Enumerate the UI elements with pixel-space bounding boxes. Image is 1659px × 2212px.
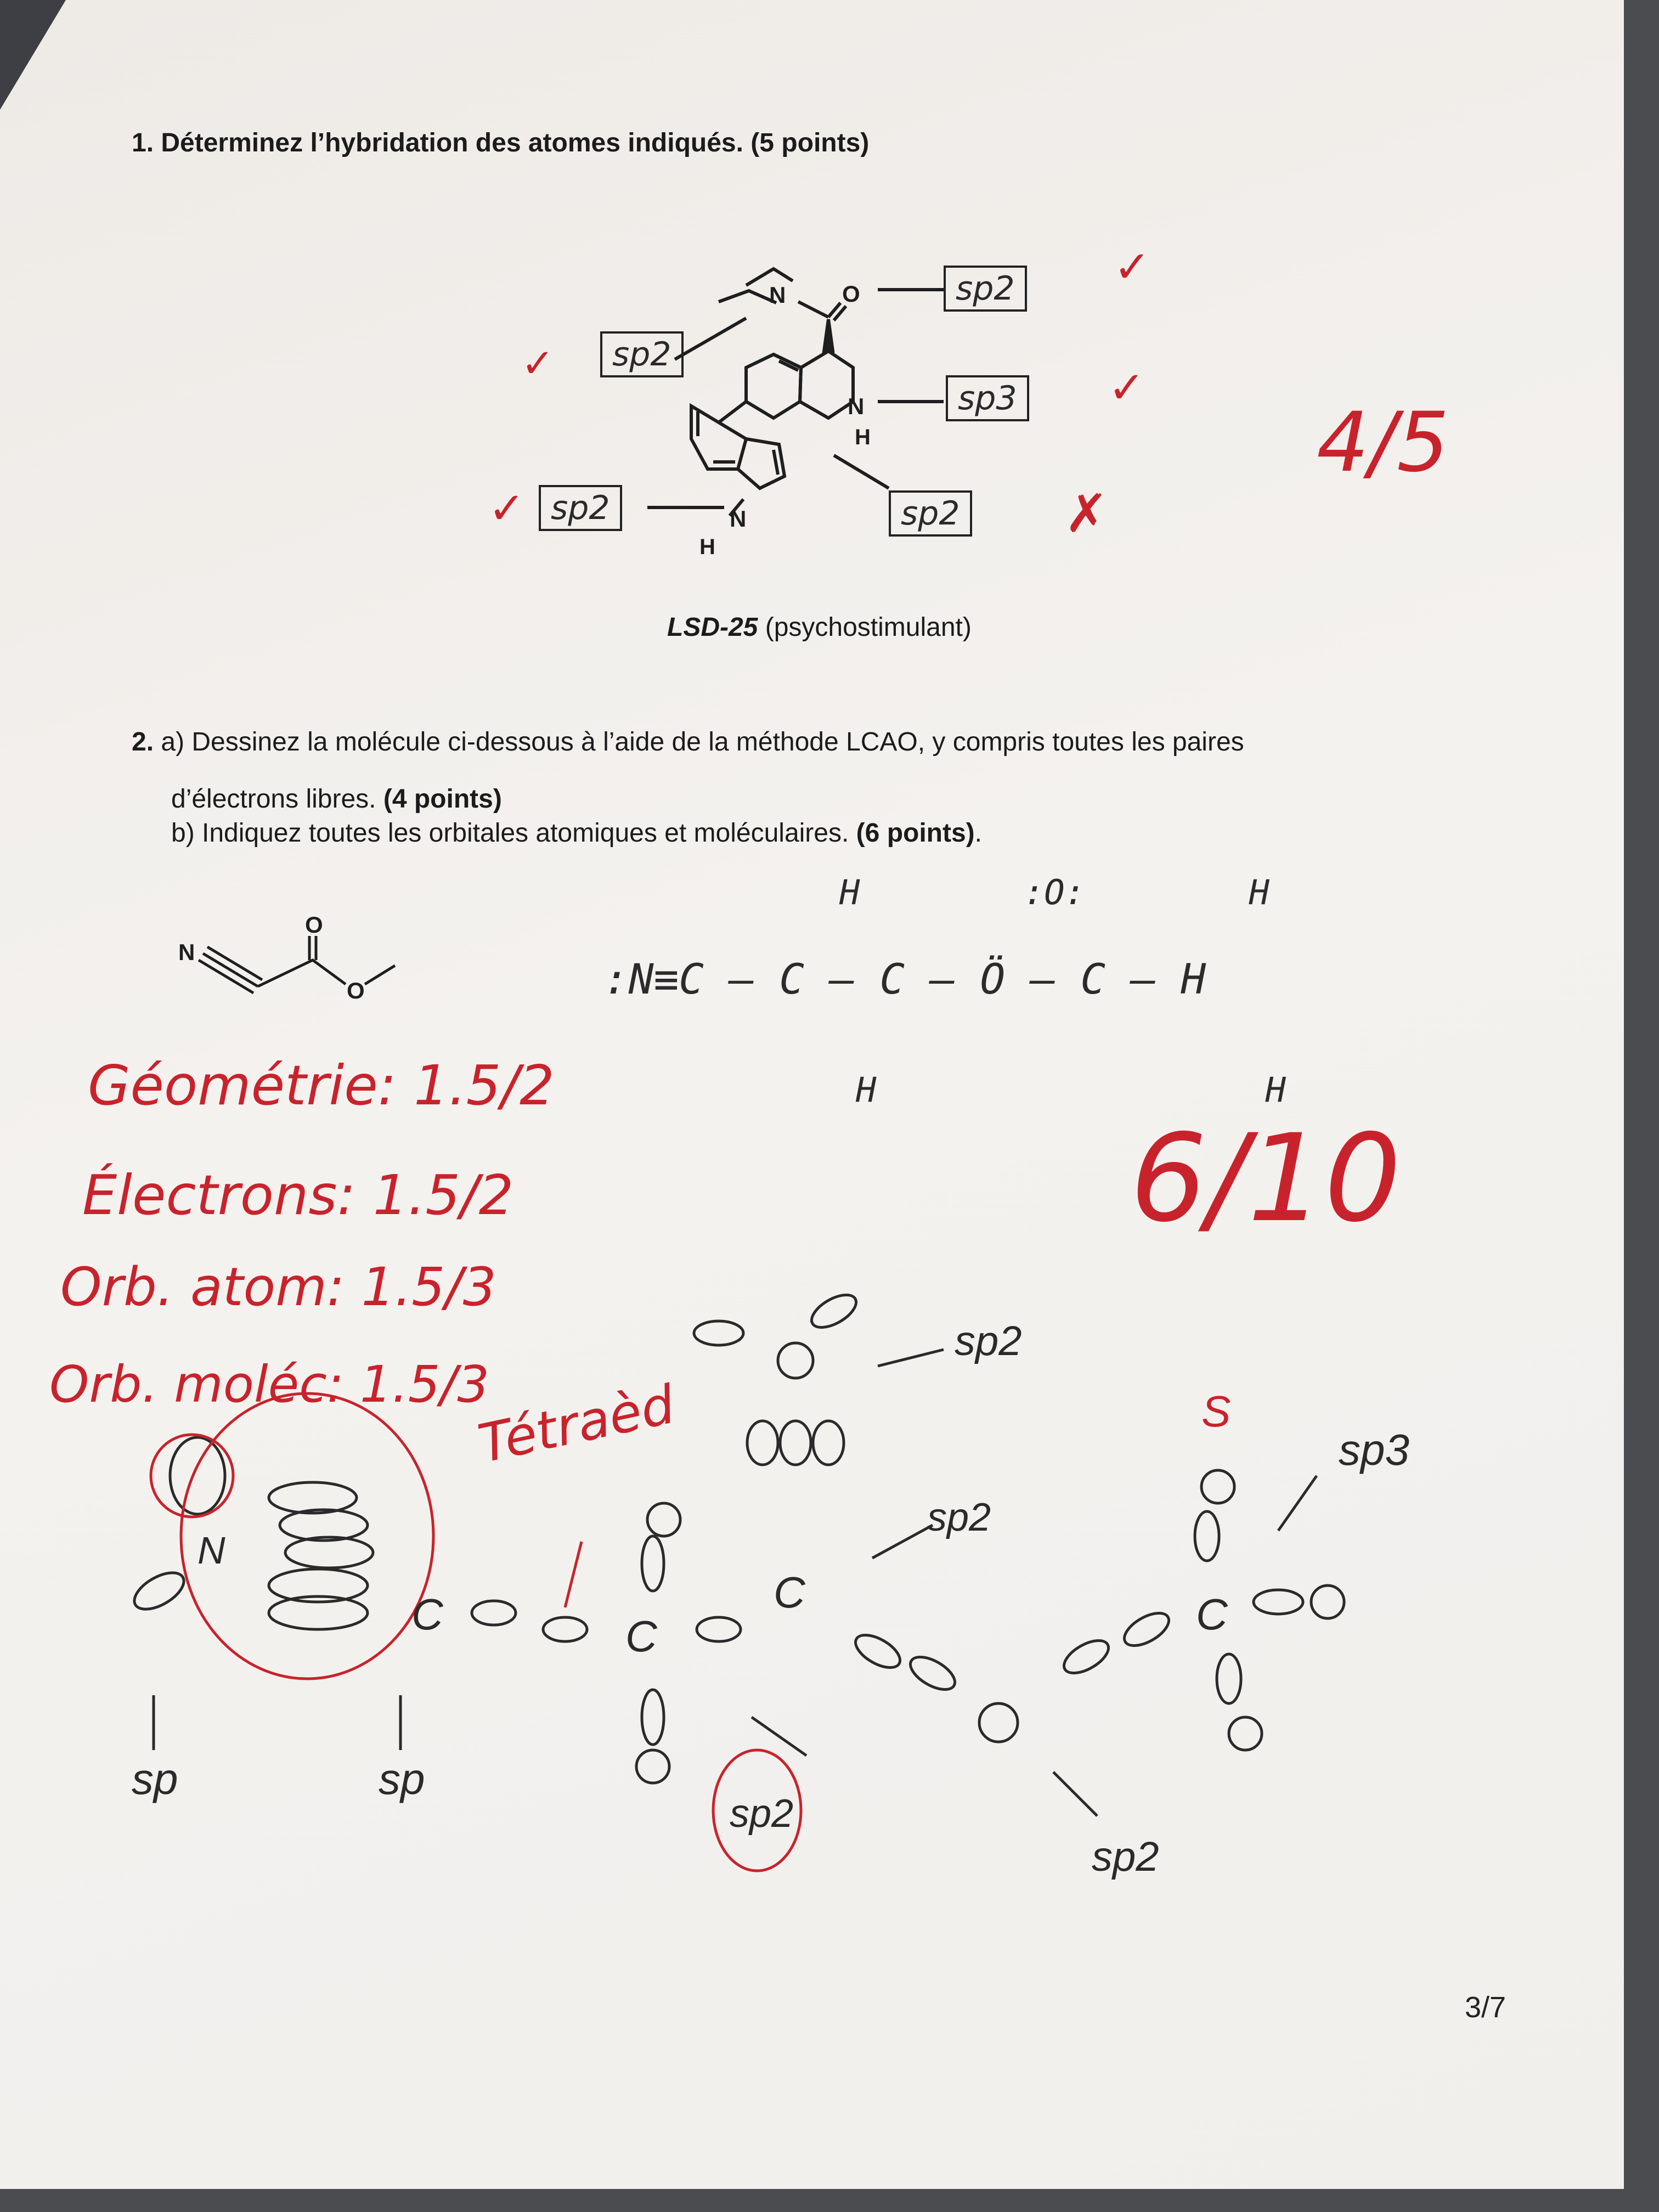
atom-label-o-carbonyl: O (842, 281, 860, 307)
n-lone-pair-lobe (170, 1437, 225, 1514)
arrow-sp2-ester (1053, 1772, 1097, 1816)
grade-line-3: Orb. atom: 1.5/3 (60, 1256, 496, 1318)
grade-line-4: Orb. moléc: 1.5/3 (49, 1355, 489, 1414)
atom-letter-c1: C (411, 1590, 443, 1639)
atom-letter-c4: C (1196, 1590, 1228, 1639)
c2-sp3-lobe-up (642, 1536, 664, 1591)
atom-letter-c3: C (774, 1568, 805, 1617)
c1-sp-lobe (472, 1601, 516, 1625)
orbital-label-sp2-1: sp2 (955, 1318, 1022, 1364)
ring-c (746, 354, 801, 418)
h-orbital-5 (1229, 1717, 1262, 1750)
lewis-top-row: H :O: H (839, 872, 1269, 912)
c2-sp3-lobe-down (642, 1690, 664, 1745)
molecule-note: (psychostimulant) (765, 613, 972, 642)
check-mark-1: ✓ (1114, 242, 1151, 291)
molecule-caption (667, 612, 972, 642)
struct-label-n: N (178, 939, 195, 965)
h-orbital-1 (647, 1503, 680, 1536)
struct-label-o-top: O (305, 916, 323, 938)
arrow-sp3 (1278, 1476, 1317, 1531)
orbital-label-sp2-2: sp2 (927, 1496, 991, 1539)
carbonyl-pi-2 (780, 1421, 811, 1465)
wrong-mark: ✗ (1064, 484, 1109, 543)
h-orbital-4 (1311, 1585, 1344, 1618)
n-sp-lobe (128, 1565, 190, 1616)
ester-o-lobe-right (1059, 1634, 1114, 1679)
question-2b-text: b) Indiquez toutes les orbitales atomiques et moléculaires. (171, 819, 849, 848)
atom-letter-n: N (198, 1529, 225, 1572)
triple-bond-2 (207, 947, 262, 980)
triple-bond-1 (203, 953, 258, 986)
lewis-bottom-row: H H (856, 1070, 1286, 1110)
question-2b-end: . (974, 819, 982, 848)
pi-lobe-2 (280, 1510, 368, 1541)
c4-sp3-lobe-up (1195, 1511, 1219, 1561)
o-lone-pair-right (806, 1288, 861, 1334)
orbital-label-sp-1: sp (132, 1754, 178, 1803)
atom-label-n-amide: N (769, 282, 786, 308)
question-2-heading (132, 724, 1448, 760)
answer-box-o: sp2 (944, 266, 1027, 312)
page-number: 3/7 (1465, 1991, 1506, 2024)
grade-line-2: Électrons: 1.5/2 (82, 1163, 514, 1227)
arrow-amide-n (675, 318, 746, 359)
question-2b-points: (6 points) (856, 819, 975, 848)
pi-lobe-3 (285, 1537, 373, 1568)
ester-o-atom (979, 1703, 1018, 1742)
molecule-name: LSD-25 (667, 613, 758, 642)
c2-sp3-lobe-right (697, 1617, 741, 1641)
question-1-heading (132, 125, 869, 161)
answer-box-ring-n: sp3 (946, 375, 1029, 421)
pyrrole-double (774, 450, 778, 475)
arrow-sp2-c3-top (872, 1525, 933, 1558)
ring-link (719, 402, 746, 422)
wedge-bond (824, 319, 833, 351)
lcao-drawing (99, 1278, 1481, 1904)
question-2a-text: a) Dessinez la molécule ci-dessous à l’aide de la méthode LCAO, y compris toutes les paires (161, 727, 1244, 757)
question-2-number: 2. (132, 727, 154, 757)
check-mark-2: ✓ (521, 342, 555, 386)
grade-line-1: Géométrie: 1.5/2 (88, 1053, 555, 1118)
question-2-score: 6/10 (1130, 1108, 1402, 1249)
orbital-label-sp2-3: sp2 (730, 1792, 794, 1836)
h-orbital-2 (636, 1750, 669, 1783)
h-orbital-3 (1201, 1470, 1234, 1503)
c2-sp3-lobe-left (543, 1617, 587, 1641)
ring-d (800, 351, 853, 418)
question-2b-line (171, 815, 982, 851)
arrow-ring (834, 455, 889, 488)
c3-sp2-lobe-right (850, 1628, 905, 1674)
question-2a-points: (4 points) (383, 785, 502, 814)
question-1-number: 1. (132, 128, 154, 157)
question-2a-text2: d’électrons libres. (171, 785, 376, 814)
page-corner-shadow (0, 0, 66, 110)
ethyl-chain-left (719, 291, 776, 303)
atom-letter-c2: C (625, 1612, 657, 1661)
triple-bond-3 (199, 960, 253, 993)
question-1-points: (5 points) (751, 128, 870, 157)
carbonyl-o-atom (778, 1343, 813, 1378)
answer-box-amide-n: sp2 (600, 331, 684, 377)
carbon-chain (258, 960, 346, 986)
answer-box-indole-n: sp2 (539, 485, 622, 531)
orbital-label-s: S (1201, 1387, 1231, 1436)
question-1-score: 4/5 (1317, 395, 1449, 490)
carbonyl-pi-1 (747, 1421, 778, 1465)
o-lone-pair-left (694, 1321, 743, 1345)
red-arrow-tetra (565, 1542, 582, 1607)
c4-sp3-lobe-left (1119, 1606, 1174, 1652)
check-mark-4: ✓ (488, 484, 526, 533)
o-methyl-bond (365, 966, 395, 984)
atom-label-n-ring: N (848, 393, 865, 419)
lewis-main-row: :N≡C – C – C – Ö – C – H (603, 955, 1206, 1003)
c4-sp3-lobe-right (1254, 1590, 1303, 1614)
answer-box-ring-c: sp2 (889, 490, 972, 537)
ester-o-lobe-left (905, 1650, 960, 1696)
amide-bond (798, 302, 828, 317)
question-1-text: Déterminez l’hybridation des atomes indiqués. (161, 128, 743, 157)
check-mark-3: ✓ (1108, 363, 1146, 412)
question-2a-line2 (171, 781, 502, 817)
atom-label-n-indole: N (730, 506, 747, 532)
note-tetraedre: Tétraèd (473, 1373, 680, 1475)
pi-lobe-1 (269, 1482, 357, 1513)
c4-sp3-lobe-down (1217, 1654, 1241, 1703)
cyanoacetate-structure (176, 916, 406, 1015)
carbonyl-pi-3 (813, 1421, 844, 1465)
orbital-label-sp-2: sp (379, 1754, 425, 1803)
arrow-sp2-carbonyl (878, 1350, 944, 1366)
orbital-label-sp3: sp3 (1339, 1425, 1409, 1474)
atom-label-h-indole: H (699, 535, 715, 559)
atom-label-h-ring: H (855, 425, 871, 449)
orbital-label-sp2-4: sp2 (1092, 1833, 1159, 1880)
struct-label-o-ester: O (347, 978, 365, 1003)
